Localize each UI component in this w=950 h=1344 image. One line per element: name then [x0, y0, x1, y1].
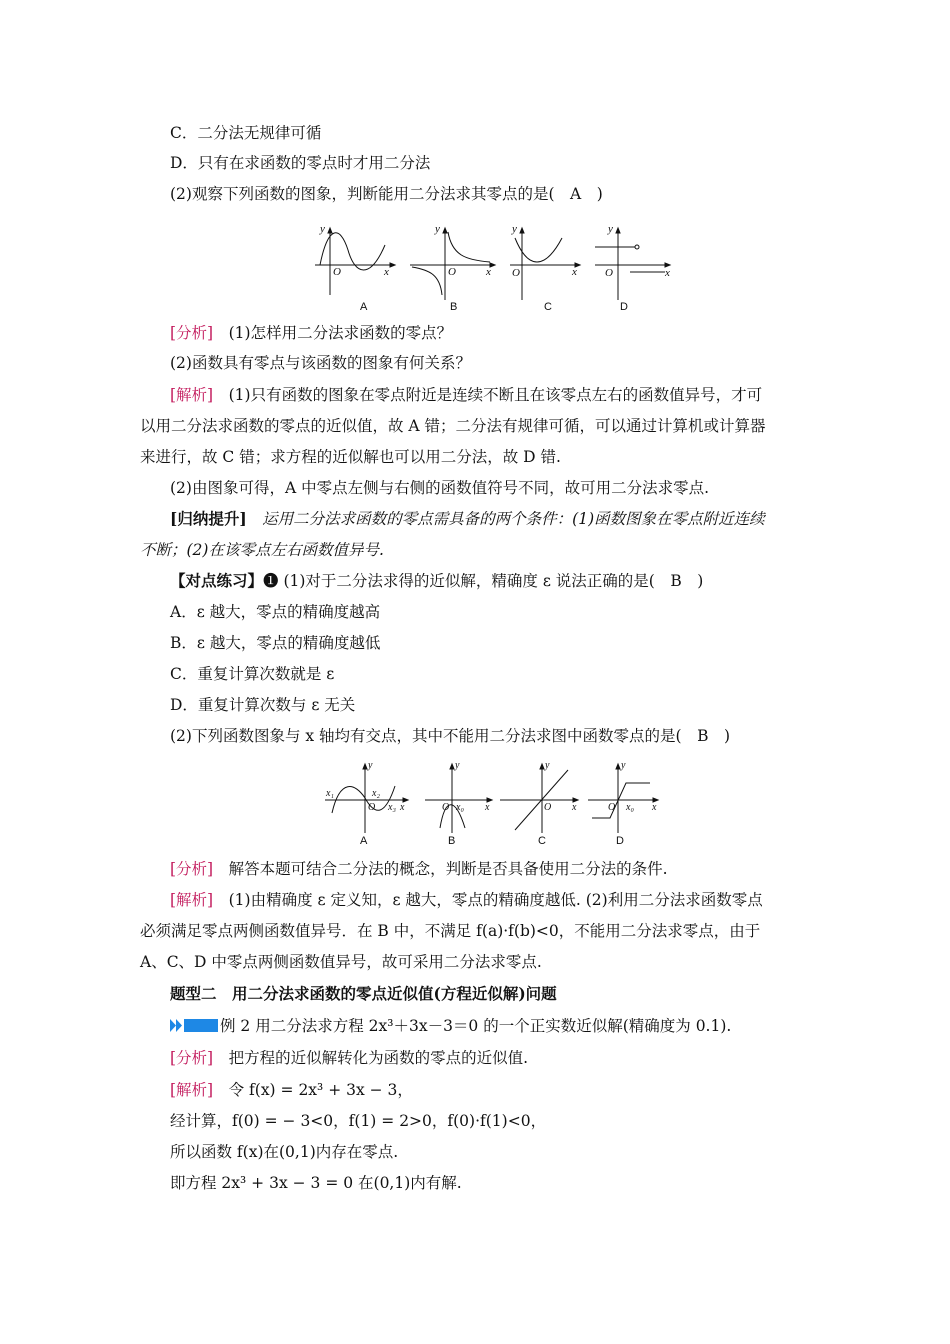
practice-number: ❶ [263, 572, 279, 590]
solution-3-line: 来进行，故 C 错；求方程的近似解也可以用二分法，故 D 错. [140, 448, 561, 466]
practice-line: 【对点练习】❶ (1)对于二分法求得的近似解，精确度 ε 说法正确的是( B ) [170, 571, 704, 590]
figure-1-svg [300, 220, 690, 315]
fig2-a-o: O [368, 802, 376, 813]
fig2-b-x0: x₀ [456, 802, 464, 813]
fig1-d-x: x [665, 267, 670, 279]
solution-2-line: 以用二分法求函数的零点的近似值，故 A 错；二分法有规律可循，可以通过计算机或计算器 [140, 417, 766, 435]
question-2-line: (2)观察下列函数的图象，判断能用二分法求其零点的是( A ) [170, 185, 603, 203]
fig1-d-o: O [605, 267, 613, 279]
fig2-b-x: x [485, 802, 490, 813]
figure-2-graphs [320, 758, 670, 848]
fig1-a-y: y [320, 223, 325, 235]
fig2-b-y: y [455, 760, 460, 771]
fig2-label-d: D [616, 835, 624, 847]
fig1-d-y: y [608, 223, 613, 235]
fig2-label-a: A [360, 835, 368, 847]
fig1-c-x: x [572, 266, 577, 278]
fig1-c-o: O [512, 267, 520, 279]
fig1-label-a: A [360, 301, 368, 313]
solution-11-line: 即方程 2x³ + 3x − 3 = 0 在(0,1)内有解. [170, 1174, 462, 1192]
solution-7-line: A、C、D 中零点两侧函数值异号，故可采用二分法求零点. [140, 953, 542, 971]
solution-4-line: (2)由图象可得，A 中零点左侧与右侧的函数值符号不同，故可用二分法求零点. [170, 479, 710, 497]
fig2-label-b: B [448, 835, 456, 847]
practice-option-c: C．重复计算次数就是 ε [170, 665, 335, 683]
fig1-graph-c [510, 228, 580, 300]
analysis-tag-3: [分析] [170, 1049, 214, 1067]
fig2-d-y: y [621, 760, 626, 771]
figure-2-svg [320, 758, 670, 848]
summary-tag: [归纳提升] [170, 509, 247, 528]
solution-6-line: 必须满足零点两侧函数值异号．在 B 中，不满足 f(a)·f(b)<0，不能用二分法求零点，由于 [140, 922, 761, 940]
fig2-graph-a [325, 764, 408, 833]
fig2-a-x2: x₂ [372, 788, 380, 799]
fig2-c-o: O [544, 802, 552, 813]
practice-question-2: (2)下列函数图象与 x 轴均有交点，其中不能用二分法求图中函数零点的是( B ) [170, 727, 731, 745]
fig2-a-x1: x₁ [326, 788, 334, 799]
fig2-a-x: x [400, 802, 405, 813]
analysis-4-line: [分析] 把方程的近似解转化为函数的零点的近似值. [170, 1049, 529, 1067]
example-arrow-icon [170, 1018, 218, 1033]
practice-option-a: A．ε 越大，零点的精确度越高 [170, 603, 381, 621]
fig2-d-x0: x₀ [626, 802, 634, 813]
solution-5-line: [解析] (1)由精确度 ε 定义知，ε 越大，零点的精确度越低. (2)利用二分法求函数零点 [170, 891, 763, 909]
fig2-graph-d [588, 764, 658, 833]
fig2-graph-c [500, 764, 578, 833]
analysis-tag: [分析] [170, 324, 214, 342]
solution-tag-3: [解析] [170, 1081, 214, 1099]
fig2-c-x: x [572, 802, 577, 813]
fig2-graph-b [425, 764, 492, 833]
fig2-label-c: C [538, 835, 546, 847]
fig1-b-o: O [448, 266, 456, 278]
fig1-label-d: D [620, 301, 628, 313]
solution-tag: [解析] [170, 386, 214, 404]
solution-9-line: 经计算，f(0) = − 3<0，f(1) = 2>0，f(0)·f(1)<0， [170, 1112, 547, 1130]
figure-1-graphs [300, 220, 690, 315]
analysis-2-line: (2)函数具有零点与该函数的图象有何关系？ [170, 354, 471, 372]
fig1-a-x: x [384, 266, 389, 278]
summary-1-line: [归纳提升] 运用二分法求函数的零点需具备的两个条件：(1)函数图象在零点附近连续 [170, 509, 765, 528]
fig2-b-o: O [442, 802, 450, 813]
fig2-a-y: y [368, 760, 373, 771]
solution-8-line: [解析] 令 f(x) = 2x³ + 3x − 3， [170, 1081, 413, 1099]
fig1-label-c: C [544, 301, 552, 313]
fig2-d-o: O [608, 802, 616, 813]
practice-tag: 【对点练习】 [170, 571, 264, 590]
practice-option-b: B．ε 越大，零点的精确度越低 [170, 634, 381, 652]
fig1-c-y: y [512, 223, 517, 235]
fig1-a-o: O [333, 266, 341, 278]
fig2-c-y: y [545, 760, 550, 771]
analysis-3-line: [分析] 解答本题可结合二分法的概念，判断是否具备使用二分法的条件. [170, 860, 668, 878]
fig2-a-x3: x₃ [388, 802, 396, 813]
section-heading: 题型二 用二分法求函数的零点近似值(方程近似解)问题 [170, 984, 557, 1003]
fig1-graph-b [410, 228, 495, 300]
summary-2-line: 不断；(2)在该零点左右函数值异号. [140, 541, 384, 559]
fig2-d-x: x [652, 802, 657, 813]
fig1-b-y: y [435, 223, 440, 235]
option-d-line: D．只有在求函数的零点时才用二分法 [170, 154, 431, 172]
analysis-1-line: [分析] (1)怎样用二分法求函数的零点？ [170, 324, 453, 342]
example-2-line: 例 2 用二分法求方程 2x³＋3x－3＝0 的一个正实数近似解(精确度为 0.1). [170, 1015, 850, 1037]
solution-tag-2: [解析] [170, 891, 214, 909]
analysis-tag-2: [分析] [170, 860, 214, 878]
solution-10-line: 所以函数 f(x)在(0,1)内存在零点. [170, 1143, 399, 1161]
option-c-line: C．二分法无规律可循 [170, 124, 322, 142]
practice-option-d: D．重复计算次数与 ε 无关 [170, 696, 356, 714]
fig1-label-b: B [450, 301, 458, 313]
fig1-b-x: x [486, 266, 491, 278]
fig1-graph-d [595, 228, 670, 300]
fig1-graph-a [315, 228, 395, 295]
solution-1-line: [解析] (1)只有函数的图象在零点附近是连续不断且在该零点左右的函数值异号，才可 [170, 386, 763, 404]
